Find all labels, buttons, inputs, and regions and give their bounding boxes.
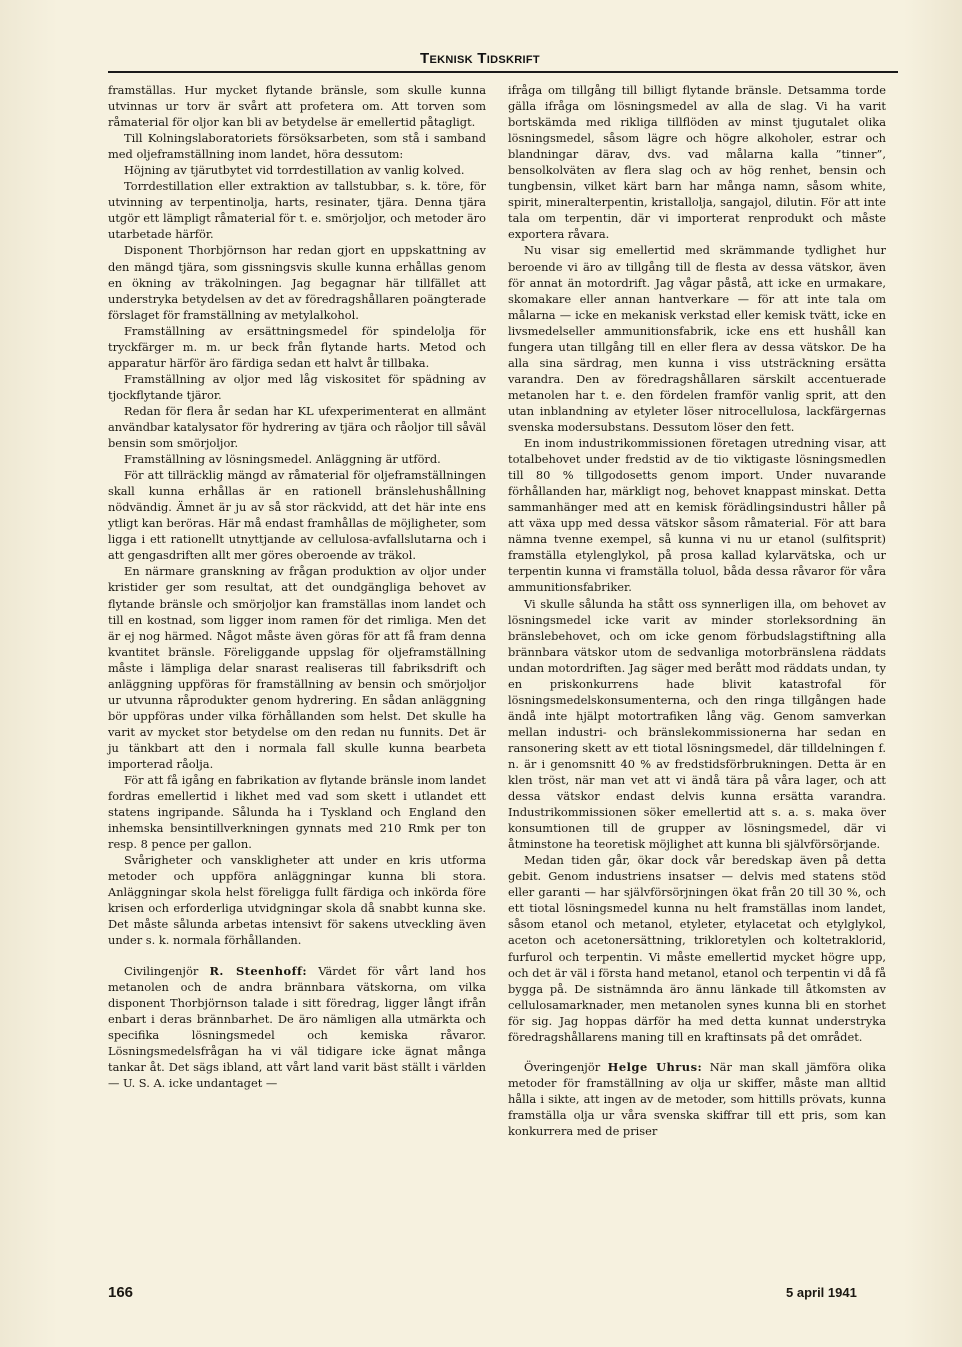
speaker-title: Civilingenjör [124, 963, 199, 978]
speaker-name: R. Steenhoff: [209, 963, 308, 978]
paragraph: Framställning av ersättningsmedel för spindelolja för tryckfärger m. m. ur beck från flytande harts. Metod och apparatur härför äro färdiga sedan ett halvt år tillbaka. [108, 323, 486, 370]
right-column [508, 82, 886, 1139]
speech-text: När man skall jämföra olika metoder för framställning av olja ur skiffer, måste man alltid hålla i sikte, att ingen av de metoder, som hittills prövats, kunna framställa olja ur våra svenska skiffrar till ett pris, som kan konkurrera med de priser [508, 1059, 886, 1138]
paragraph: Framställning av oljor med låg viskositet för spädning av tjockflytande tjäror. [108, 371, 486, 402]
paragraph: För att få igång en fabrikation av flytande bränsle inom landet fordras emellertid i likhet med vad som skett i utlandet ett statens ingripande. Sålunda ha i Tyskland och England den inhemska bensintillverkningen gynnats med 210 Rmk per ton resp. 8 pence per gallon. [108, 773, 486, 852]
paragraph: Svårigheter och vanskligheter att under en kris utforma metoder och uppföra anläggningar kunna bli stora. Anläggningar skola helst föreligga fullt färdiga och inkörda före krisen och erforderliga utvidgningar skola då snabbt kunna ske. Det måste sålunda arbetas intensivt för sakens utveckling även under s. k. normala förhållanden. [108, 853, 486, 948]
paragraph: En närmare granskning av frågan produktion av oljor under kristider ger som resultat, att det oundgängliga behovet av flytande bränsle och smörjoljor kan framställas inom landet och till en kostnad, som ligger inom ramen för det rimliga. Men det är ej nog härmed. Något måste även göras för att få fram denna kvantitet bränsle. Föreliggande uppslag för oljeframställning måste i lämpliga delar snarast realiseras till fabriksdrift och anläggning uppföras för framställning av bensin och smörjoljor ur utvunna råprodukter genom hydrering. En sådan anläggning bör uppföras under vilka förhållanden som helst. Det skulle ha varit av mycket stor betydelse om den redan nu funnits. Det är ju tänkbart att den i normala fall skulle kunna bearbeta importerad råolja. [108, 564, 486, 771]
paragraph: Vi skulle sålunda ha stått oss synnerligen illa, om behovet av lösningsmedel icke varit av minder storleksordning än bränslebehovet, och om icke genom förbudslagstiftning alla brännbara vätskor utom de sedvanliga motorbränslena räddats undan motordriften. Jag säger med berått mod räddats undan, ty en priskonkurrens hade blivit katastrofal för lösningsmedelskonsumenterna, och den ringa tillgången hade ändå inte hjälpt motortrafiken lång väg. Genom samverkan mellan industri- och bränslekommissionerna har sedan en ransonering skett av ett tiotal lösningsmedel, där tilldelningen f. n. är i genomsnitt 40 % av fredstidsförbrukningen. Detta är en klen tröst, när man vet att vi ändå tära på våra lager, och att dessa vätskor endast delvis kunna ersätta varandra. Industrikommissionen söker emellertid att s. a. s. maka över konsumtionen till de grupper av lösningsmedel, där vi åtminstone ha teoretisk möjlighet att kunna bli självförsörjande. [508, 596, 886, 852]
speech-uhrus [508, 1059, 886, 1139]
paragraph: framställas. Hur mycket flytande bränsle, som skulle kunna utvinnas ur torv är svårt att profetera om. Att torven som råmaterial för oljor kan bli av betydelse är emellertid påtagligt. [108, 83, 486, 130]
journal-title: Teknisk Tidskrift [420, 50, 540, 67]
paragraph: Höjning av tjärutbytet vid torrdestillation av vanlig kolved. [124, 163, 465, 178]
paragraph: Nu visar sig emellertid med skrämmande tydlighet hur beroende vi äro av tillgång till de flesta av dessa vätskor, även för annat än motordrift. Jag vågar påstå, att icke en urmakare, skomakare eller annan hantverkare — för att inte tala om målarna — icke en mekanisk verkstad eller kemisk tvätt, icke en livsmedelseller ammunitionsfabrik, icke ens ett hushåll kan fungera utan tillgång till en eller flera av dessa vätskor. De ha alla sina särdrag, men kunna i viss utsträckning ersätta varandra. Den av föredragshållaren särskilt accentuerade metanolen har t. e. den fördelen framför vanlig sprit, att den utan inblandning av etyleter löser nitrocellulosa, lackfärgernas svenska modersubstans. Dessutom löser den fett. [508, 243, 886, 434]
issue-date: 5 april 1941 [786, 1285, 857, 1300]
left-column [108, 82, 486, 1091]
speaker-name: Helge Uhrus: [607, 1059, 703, 1074]
paragraph: Disponent Thorbjörnson har redan gjort en uppskattning av den mängd tjära, som gissningsvis skulle kunna erhållas genom en ökning av träkolningen. Jag begagnar här tillfället att understryka betydelsen av det av föredragshållaren poängterade förslaget för framställning av metylalkohol. [108, 243, 486, 322]
speech-text: Värdet för vårt land hos metanolen och de andra brännbara vätskorna, om vilka disponent Thorbjörnson talade i sitt föredrag, ligger långt ifrån enbart i deras brännbarhet. De äro nämligen alla utmärkta och specifika lösningsmedel och kemiska råvaror. Lösningsmedelsfrågan ha vi väl tidigare icke ägnat många tankar åt. Det sägs ibland, att vårt land varit bäst ställt i världen — U. S. A. icke undantaget — [108, 963, 486, 1090]
header-rule [108, 71, 898, 73]
paragraph: ifråga om tillgång till billigt flytande bränsle. Detsamma torde gälla ifråga om lösningsmedel av alla de slag. Vi ha varit bortskämda med rikliga tillflöden av minst tjugutalet olika lösningsmedel, såsom lägre och högre alkoholer, estrar och blandningar därav, dvs. vad målarna kalla ”tinner”, bensolkolväten av flera slag och av hög renhet, bensin och tungbensin, vilket kärt barn har många namn, såsom white, spirit, mineralterpentin, kristallolja, sangajol, dilutin. För att inte tala om terpentin, där vi importerat renprodukt och måste exportera råvara. [508, 83, 886, 242]
paragraph: För att tillräcklig mängd av råmaterial för oljeframställningen skall kunna erhållas är en rationell bränslehushållning nödvändig. Ämnet är ju av så stor räckvidd, att det här inte ens ytligt kan beröras. Här må endast framhållas de möjligheter, som ligga i ett rationellt utnyttjande av cellulosa-avfallslutarna och i att gengasdriften allt mer göres oberoende av träkol. [108, 468, 486, 563]
paragraph: Torrdestillation eller extraktion av tallstubbar, s. k. töre, för utvinning av terpentinolja, harts, resinater, tjära. Denna tjära utgör ett lämpligt råmaterial för t. e. smörjoljor, och metoder äro utarbetade härför. [108, 179, 486, 242]
speaker-title: Överingenjör [524, 1059, 601, 1074]
paragraph: Till Kolningslaboratoriets försöksarbeten, som stå i samband med oljeframställning inom landet, höra dessutom: [108, 131, 486, 162]
page-number: 166 [108, 1284, 134, 1301]
paragraph: Medan tiden går, ökar dock vår beredskap även på detta gebit. Genom industriens insatser — delvis med statens stöd eller garanti — har självförsörjningen ökat från 20 till 30 %, och ett tiotal lösningsmedel kunna nu helt framställas inom landet, såsom etanol och metanol, etyleter, etylacetat och etylglykol, aceton och acetonersättning, trikloretylen och koltetraklorid, furfurol och terpentin. Vi måste emellertid mycket högre upp, och det är väl i första hand metanol, etanol och terpentin vi då få bygga på. De sistnämnda äro ännu länkade till åtkomsten av cellulosamarknader, men metanolen synes kunna bli en storhet för sig. Jag hoppas därför ha med detta kunnat understryka föredragshållarens maning till en kraftinsats på det området. [508, 853, 886, 1044]
paragraph: En inom industrikommissionen företagen utredning visar, att totalbehovet under fredstid av de tio viktigaste lösningsmedlen till 80 % tillgodosetts genom import. Under nuvarande förhållanden har, märkligt nog, behovet knappast minskat. Detta sammanhänger med att en kemisk förädlingsindustri håller på att växa upp med dessa vätskor såsom råmaterial. För att bara nämna tvenne exempel, så kunna vi nu ur etanol (sulfitsprit) framställa etylenglykol, på prosa kallad kylarvätska, och ur terpentin kunna vi framställa toluol, båda dessa råvaror för våra ammunitionsfabriker. [508, 436, 886, 595]
paragraph: Redan för flera år sedan har KL ufexperimenterat en allmänt användbar katalysator för hydrering av tjära och råoljor till såväl bensin som smörjoljor. [108, 403, 486, 451]
paragraph: Framställning av lösningsmedel. Anläggning är utförd. [124, 452, 441, 467]
speech-steenhoff [108, 963, 486, 1091]
